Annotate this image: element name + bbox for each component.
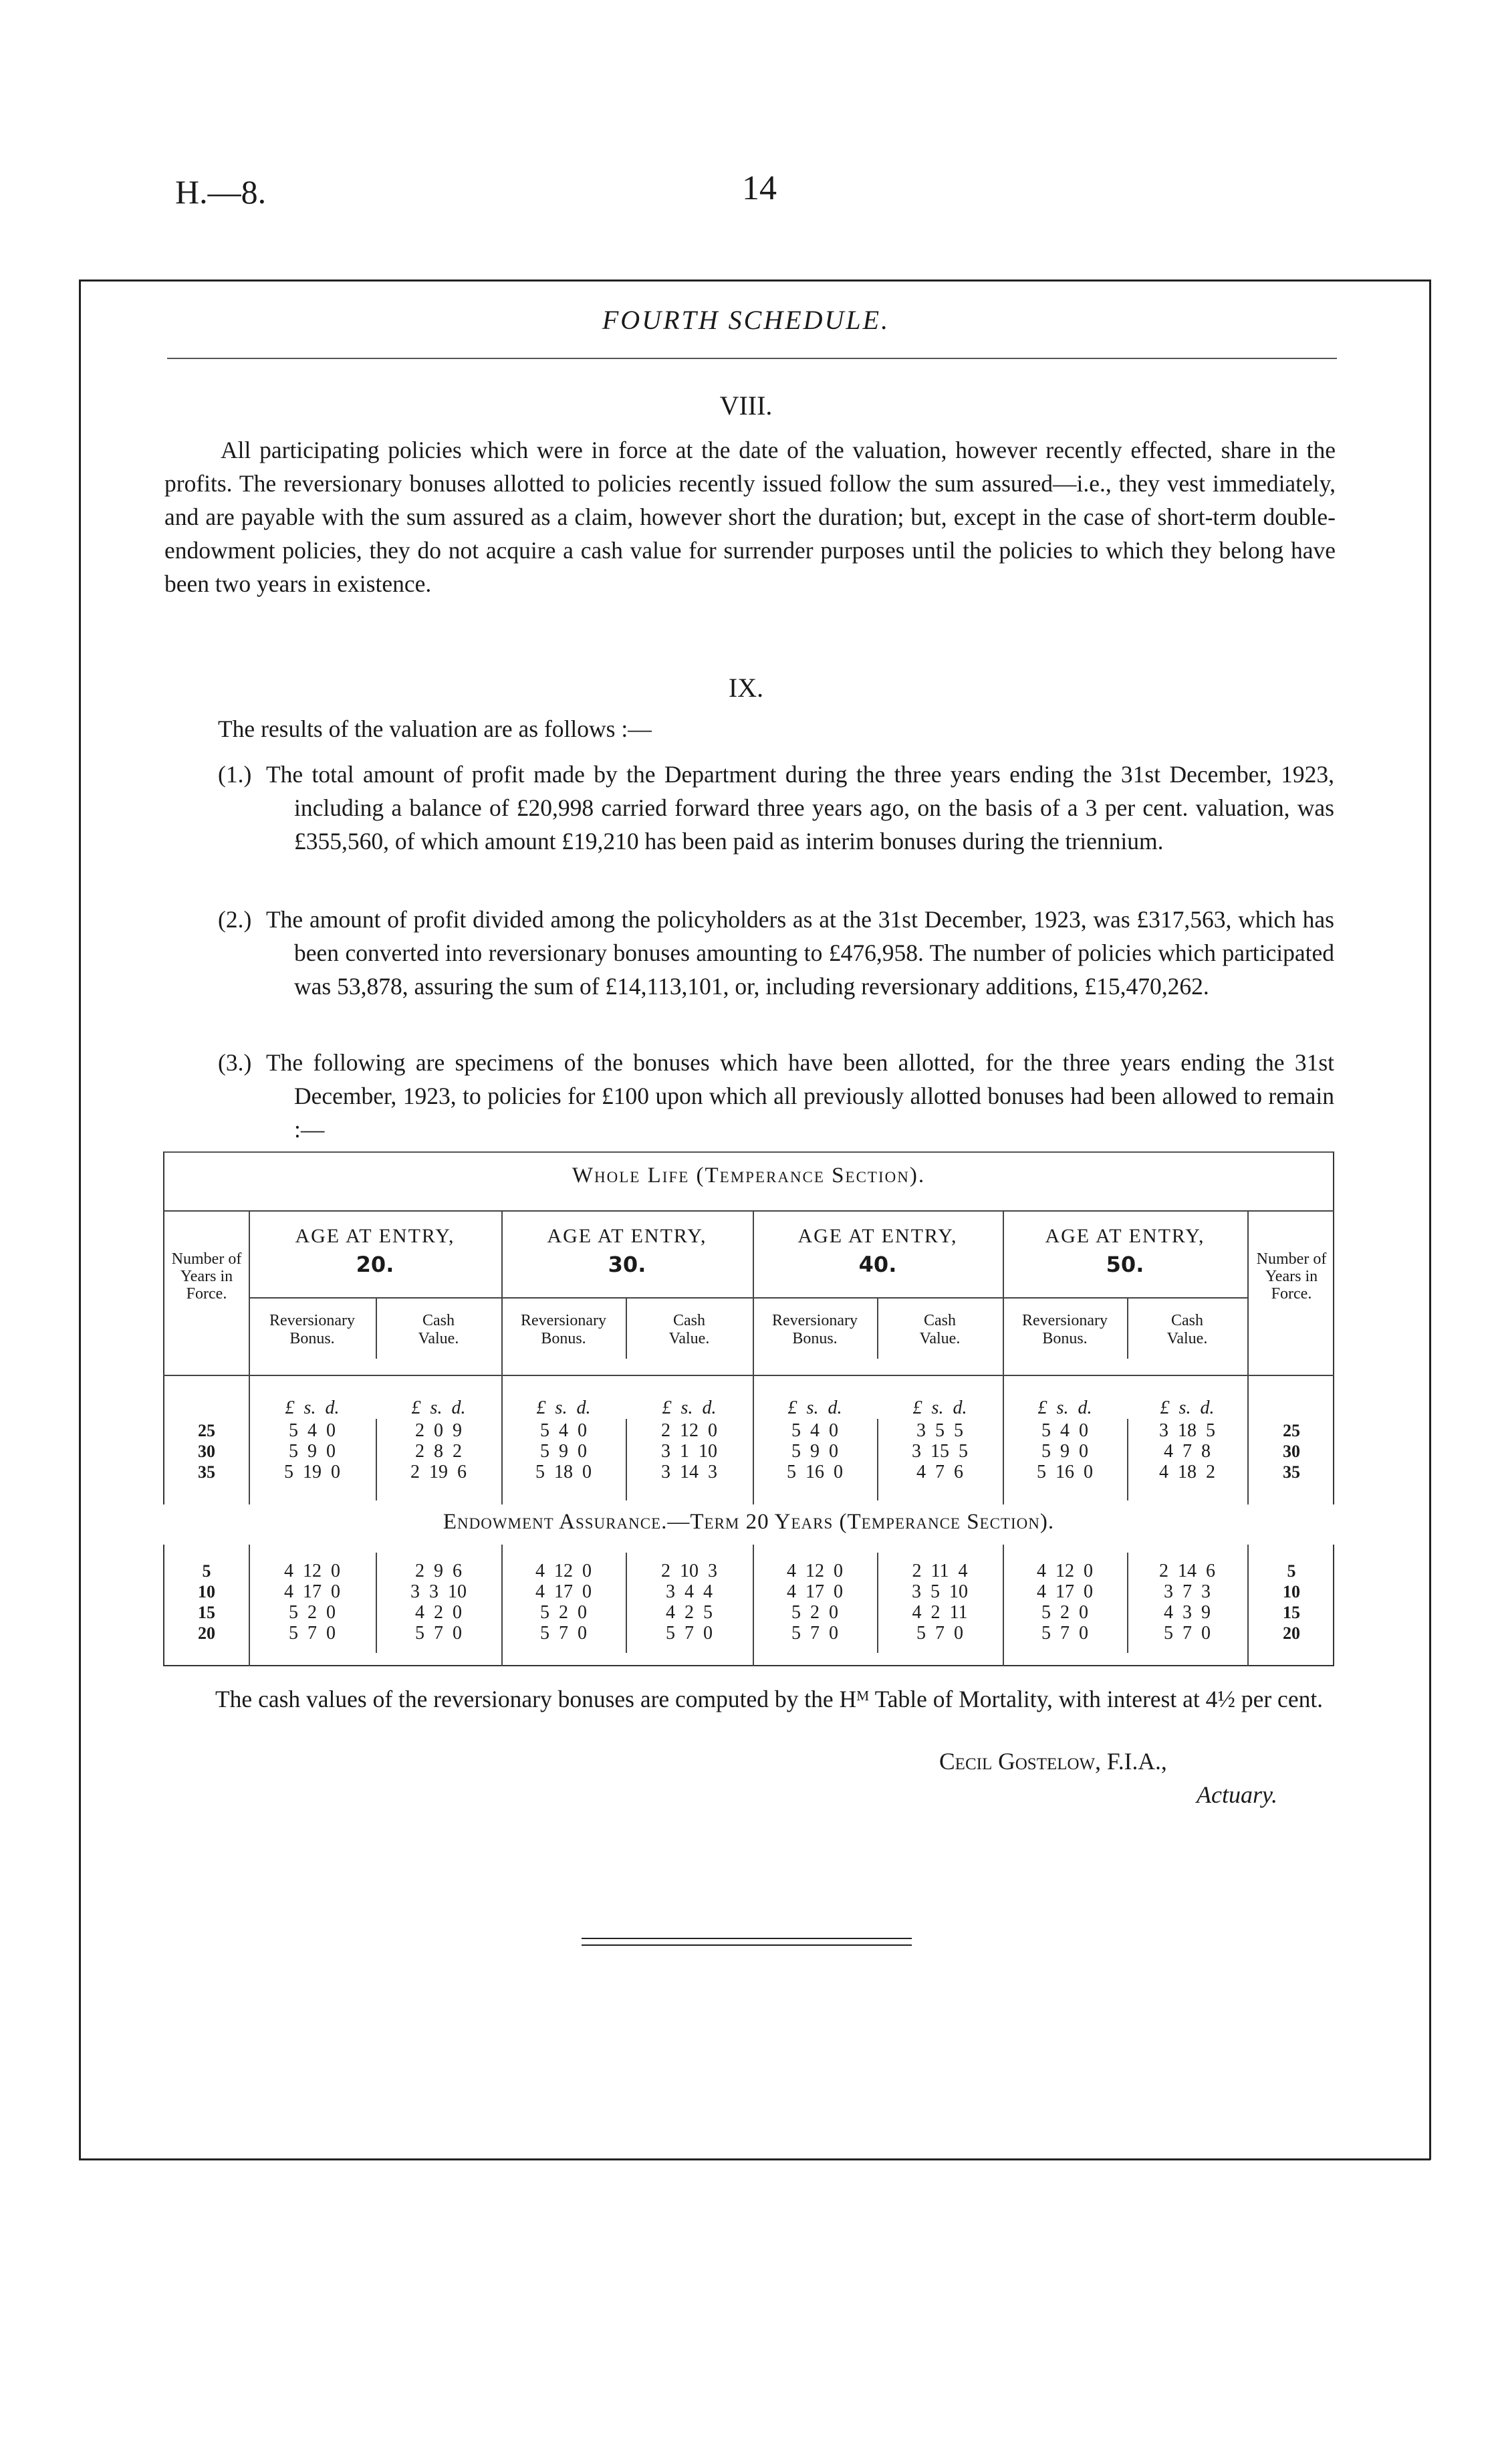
table-cell: 5 7 0 — [666, 1623, 713, 1644]
table-cell: 2 12 0 — [661, 1420, 717, 1441]
item-text: The total amount of profit made by the Department during the three years ending the 31st December, 1923, including a balance of £20,998 carried forward three years ago, on the basis of a 3 per cent. valuation, was £355,560, of which amount £19,210 has been paid as interim bonuses during the triennium. — [266, 761, 1334, 855]
years-header-left: Number of Years in Force. — [171, 1250, 242, 1303]
item-text: The amount of profit divided among the policyholders as at the 31st December, 1923, was £317,563, which has been converted into reversionary bonuses amounting to £476,958. The number of policies which participated was 53,878, assuring the sum of £14,113,101, or, including reversionary additions, £15,470,262. — [266, 906, 1334, 1000]
table-cell: 3 7 3 — [1164, 1581, 1211, 1602]
closing-text: The cash values of the reversionary bonuses are computed by the Hᴹ Table of Mortality, with interest at 4½ per cent. — [215, 1686, 1324, 1712]
table-cell: 4 7 6 — [916, 1462, 963, 1482]
table-cell: 5 2 0 — [791, 1602, 838, 1623]
table-cell: 4 17 0 — [535, 1581, 592, 1602]
years-cell: 25 — [1283, 1421, 1300, 1440]
list-item — [218, 903, 1334, 1003]
table-cell: 3 14 3 — [661, 1462, 717, 1482]
end-rule — [582, 1938, 912, 1939]
years-cell: 10 — [198, 1582, 215, 1601]
endowment-caption: Endowment Assurance.—Term 20 Years (Temperance Section). — [443, 1510, 1055, 1534]
rev-bonus-header: Reversionary Bonus. — [1022, 1312, 1108, 1347]
table-cell: 3 3 10 — [410, 1581, 467, 1602]
table-cell: 3 15 5 — [912, 1441, 968, 1462]
bonus-table — [163, 1151, 1334, 1666]
rev-bonus-header: Reversionary Bonus. — [772, 1312, 858, 1347]
signatory-name: Cecil Gostelow, F.I.A., — [939, 1748, 1167, 1775]
table-cell: 2 14 6 — [1159, 1561, 1215, 1581]
unit-label: £ s. d. — [536, 1397, 591, 1418]
age-value: 50. — [1106, 1252, 1144, 1277]
table-cell: 5 9 0 — [289, 1441, 336, 1462]
section-viii-text: All participating policies which were in force at the date of the valuation, however recently effected, share in the profits. The reversionary bonuses allotted to policies recently issued follow the sum assured—i.e., they vest immediately, and are payable with the sum assured as a claim, however short the duration; but, except in the case of short-term double-endowment policies, they do not acquire a cash value for surrender purposes until the policies to which they belong have been two years in existence. — [164, 437, 1336, 597]
section-viii-paragraph — [164, 433, 1336, 600]
table-cell: 2 9 6 — [415, 1561, 462, 1581]
years-cell: 20 — [198, 1623, 215, 1643]
table-cell: 5 7 0 — [916, 1623, 963, 1644]
item-number: (2.) — [218, 906, 252, 933]
cash-value-header: Cash Value. — [919, 1312, 961, 1347]
unit-label: £ s. d. — [1160, 1397, 1215, 1418]
frame-left-rule — [79, 279, 81, 2160]
table-cell: 5 2 0 — [289, 1602, 336, 1623]
years-cell: 10 — [1283, 1582, 1300, 1601]
table-cell: 4 12 0 — [535, 1561, 592, 1581]
page-number: 14 — [742, 169, 777, 207]
item-number: (1.) — [218, 761, 252, 788]
age-value: 30. — [608, 1252, 646, 1277]
table-cell: 5 7 0 — [1041, 1623, 1088, 1644]
table-cell: 2 0 9 — [415, 1420, 462, 1441]
years-cell: 15 — [1283, 1603, 1300, 1622]
table-cell: 5 4 0 — [289, 1420, 336, 1441]
table-cell: 4 3 9 — [1164, 1602, 1211, 1623]
table-cell: 5 9 0 — [791, 1441, 838, 1462]
whole-life-caption: Whole Life (Temperance Section). — [572, 1163, 926, 1188]
table-cell: 3 5 10 — [912, 1581, 968, 1602]
table-cell: 3 5 5 — [916, 1420, 963, 1441]
table-cell: 2 19 6 — [410, 1462, 467, 1482]
years-cell: 30 — [1283, 1442, 1300, 1461]
document-reference: H.—8. — [175, 173, 267, 211]
years-cell: 35 — [198, 1462, 215, 1482]
table-cell: 5 4 0 — [1041, 1420, 1088, 1441]
frame-right-rule — [1429, 279, 1431, 2160]
frame-bottom-rule — [79, 2158, 1431, 2160]
table-cell: 4 12 0 — [787, 1561, 843, 1581]
table-cell: 4 12 0 — [1037, 1561, 1093, 1581]
unit-label: £ s. d. — [285, 1397, 340, 1418]
list-item — [218, 1046, 1334, 1146]
table-cell: 5 16 0 — [1037, 1462, 1093, 1482]
table-cell: 4 18 2 — [1159, 1462, 1215, 1482]
item-number: (3.) — [218, 1049, 252, 1076]
years-cell: 20 — [1283, 1623, 1300, 1643]
section-ix-intro: The results of the valuation are as follows :— — [218, 715, 652, 742]
table-cell: 2 11 4 — [912, 1561, 968, 1581]
age-header: AGE AT ENTRY, — [547, 1225, 707, 1247]
rev-bonus-header: Reversionary Bonus. — [521, 1312, 606, 1347]
table-cell: 5 2 0 — [1041, 1602, 1088, 1623]
table-rule — [249, 1297, 1247, 1299]
table-cell: 4 2 5 — [666, 1602, 713, 1623]
age-header: AGE AT ENTRY, — [1045, 1225, 1205, 1247]
table-cell: 3 18 5 — [1159, 1420, 1215, 1441]
table-cell: 4 17 0 — [284, 1581, 340, 1602]
table-cell: 5 9 0 — [540, 1441, 587, 1462]
table-cell: 5 7 0 — [791, 1623, 838, 1644]
table-cell: 4 12 0 — [284, 1561, 340, 1581]
table-cell: 3 1 10 — [661, 1441, 717, 1462]
age-value: 20. — [356, 1252, 394, 1277]
table-cell: 2 10 3 — [661, 1561, 717, 1581]
table-cell: 5 19 0 — [284, 1462, 340, 1482]
table-cell: 5 4 0 — [540, 1420, 587, 1441]
years-cell: 25 — [198, 1421, 215, 1440]
years-cell: 15 — [198, 1603, 215, 1622]
age-header: AGE AT ENTRY, — [797, 1225, 958, 1247]
age-value: 40. — [858, 1252, 897, 1277]
table-cell: 4 17 0 — [1037, 1581, 1093, 1602]
title-divider — [167, 358, 1337, 359]
table-cell: 5 2 0 — [540, 1602, 587, 1623]
section-viii-heading: VIII. — [719, 390, 773, 421]
unit-label: £ s. d. — [411, 1397, 466, 1418]
years-header-right: Number of Years in Force. — [1256, 1250, 1327, 1303]
closing-paragraph — [164, 1682, 1336, 1716]
cash-value-header: Cash Value. — [1166, 1312, 1208, 1347]
rev-bonus-header: Reversionary Bonus. — [269, 1312, 355, 1347]
frame-top-rule — [79, 279, 1429, 282]
table-cell: 5 7 0 — [415, 1623, 462, 1644]
unit-label: £ s. d. — [1037, 1397, 1092, 1418]
years-cell: 30 — [198, 1442, 215, 1461]
unit-label: £ s. d. — [787, 1397, 842, 1418]
table-cell: 5 7 0 — [540, 1623, 587, 1644]
age-header: AGE AT ENTRY, — [295, 1225, 455, 1247]
table-rule — [163, 1210, 1334, 1212]
table-cell: 5 16 0 — [787, 1462, 843, 1482]
years-cell: 5 — [1287, 1561, 1296, 1581]
table-cell: 4 2 11 — [912, 1602, 968, 1623]
unit-label: £ s. d. — [912, 1397, 967, 1418]
table-cell: 3 4 4 — [666, 1581, 713, 1602]
signatory-title: Actuary. — [1197, 1781, 1277, 1808]
schedule-title: FOURTH SCHEDULE. — [602, 305, 890, 335]
end-rule — [582, 1944, 912, 1946]
table-cell: 4 2 0 — [415, 1602, 462, 1623]
item-text: The following are specimens of the bonuses which have been allotted, for the three years ending the 31st December, 1923, to policies for £100 upon which all previously allotted bonuses had been allowed to remain :— — [266, 1049, 1334, 1143]
table-cell: 4 17 0 — [787, 1581, 843, 1602]
table-cell: 5 7 0 — [1164, 1623, 1211, 1644]
table-cell: 5 4 0 — [791, 1420, 838, 1441]
table-cell: 4 7 8 — [1164, 1441, 1211, 1462]
table-cell: 2 8 2 — [415, 1441, 462, 1462]
unit-label: £ s. d. — [662, 1397, 717, 1418]
section-ix-heading: IX. — [728, 673, 764, 703]
cash-value-header: Cash Value. — [668, 1312, 710, 1347]
cash-value-header: Cash Value. — [418, 1312, 459, 1347]
table-cell: 5 18 0 — [535, 1462, 592, 1482]
years-cell: 35 — [1283, 1462, 1300, 1482]
years-cell: 5 — [202, 1561, 211, 1581]
list-item — [218, 758, 1334, 858]
table-cell: 5 9 0 — [1041, 1441, 1088, 1462]
table-cell: 5 7 0 — [289, 1623, 336, 1644]
table-rule — [163, 1375, 1334, 1376]
